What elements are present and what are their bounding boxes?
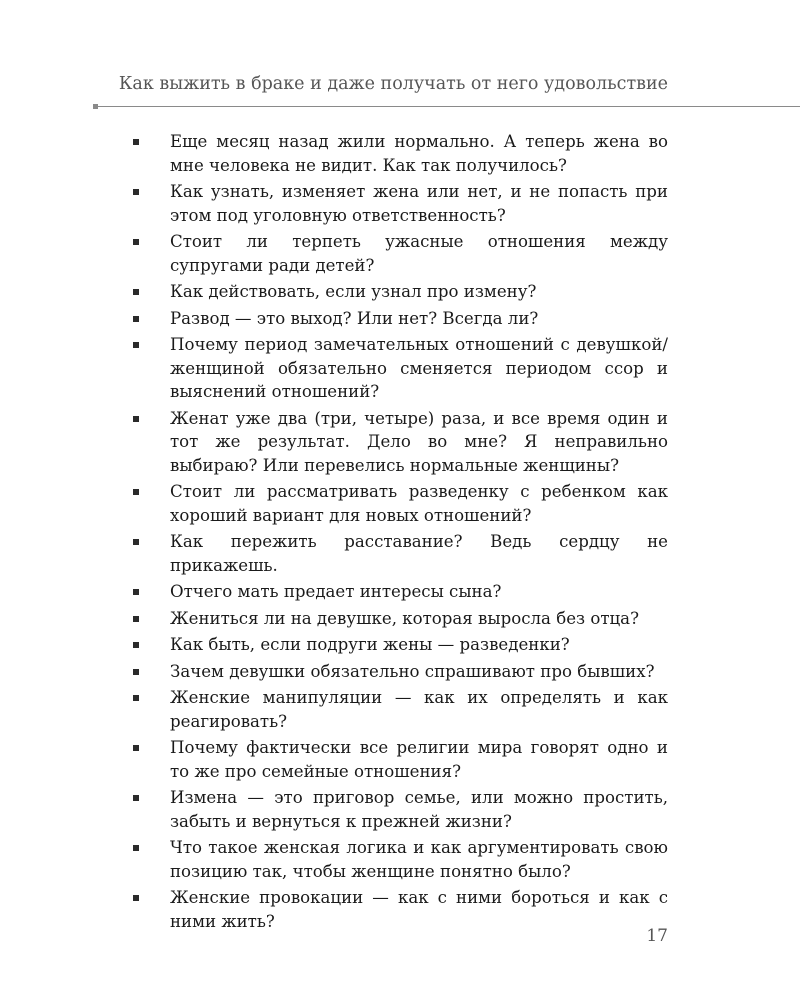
list-item bbox=[170, 836, 668, 883]
question-text: Жениться ли на девушке, которая выросла без отца? bbox=[170, 608, 639, 628]
question-text: Стоит ли рассматривать разведенку с ребенком как хороший вариант для новых отношений? bbox=[170, 482, 668, 525]
list-item bbox=[170, 633, 668, 657]
question-text: Женат уже два (три, четыре) раза, и все время один и тот же результат. Дело во мне? Я неправильно выбираю? Или перевелись нормальные женщины? bbox=[170, 408, 668, 475]
list-item bbox=[170, 280, 668, 304]
list-item bbox=[170, 607, 668, 631]
list-item bbox=[170, 736, 668, 783]
question-text: Развод — это выход? Или нет? Всегда ли? bbox=[170, 308, 539, 328]
bullet-square-icon bbox=[133, 316, 139, 322]
bullet-square-icon bbox=[133, 895, 139, 901]
list-item bbox=[170, 886, 668, 933]
bullet-square-icon bbox=[133, 289, 139, 295]
bullet-square-icon bbox=[133, 642, 139, 648]
question-text: Почему период замечательных отношений с девушкой/ женщиной обязательно сменяется периодом ссор и выяснений отношений? bbox=[170, 335, 668, 401]
question-text: Что такое женская логика и как аргументировать свою позицию так, чтобы женщине понятно было? bbox=[170, 838, 668, 881]
list-item bbox=[170, 580, 668, 604]
list-item bbox=[170, 333, 668, 404]
question-text: Стоит ли терпеть ужасные отношения между супругами ради детей? bbox=[170, 232, 668, 275]
list-item bbox=[170, 480, 668, 527]
question-text: Как действовать, если узнал про измену? bbox=[170, 282, 537, 301]
question-text: Отчего мать предает интересы сына? bbox=[170, 582, 502, 601]
list-item bbox=[170, 530, 668, 577]
bullet-square-icon bbox=[133, 669, 139, 675]
page-number: 17 bbox=[646, 926, 668, 946]
bullet-square-icon bbox=[133, 239, 139, 245]
question-text: Как узнать, изменяет жена или нет, и не попасть при этом под уголовную ответственность? bbox=[170, 182, 668, 225]
bullet-square-icon bbox=[133, 695, 139, 701]
list-item bbox=[170, 407, 668, 478]
running-header-title: Как выжить в браке и даже получать от него удовольствие bbox=[118, 74, 668, 94]
question-text: Как быть, если подруги жены — разведенки? bbox=[170, 635, 570, 654]
question-text: Женские провокации — как с ними бороться и как с ними жить? bbox=[170, 888, 668, 931]
question-text: Еще месяц назад жили нормально. А теперь жена во мне человека не видит. Как так получилось? bbox=[170, 132, 668, 175]
question-text: Зачем девушки обязательно спрашивают про бывших? bbox=[170, 661, 655, 681]
list-item bbox=[170, 686, 668, 733]
header-rule bbox=[95, 106, 800, 107]
list-item bbox=[170, 307, 668, 331]
bullet-square-icon bbox=[133, 189, 139, 195]
bullet-square-icon bbox=[133, 616, 139, 622]
question-text: Женские манипуляции — как их определять и как реагировать? bbox=[170, 688, 668, 731]
bullet-square-icon bbox=[133, 139, 139, 145]
bullet-square-icon bbox=[133, 589, 139, 595]
question-list bbox=[170, 130, 668, 936]
header-rule-mark bbox=[93, 104, 98, 109]
list-item bbox=[170, 230, 668, 277]
question-text: Измена — это приговор семье, или можно простить, забыть и вернуться к прежней жизни? bbox=[170, 788, 668, 831]
question-text: Почему фактически все религии мира говорят одно и то же про семейные отношения? bbox=[170, 738, 668, 781]
question-text: Как пережить расставание? Ведь сердцу не прикажешь. bbox=[170, 532, 668, 575]
bullet-square-icon bbox=[133, 795, 139, 801]
list-item bbox=[170, 660, 668, 684]
list-item bbox=[170, 130, 668, 177]
bullet-square-icon bbox=[133, 745, 139, 751]
list-item bbox=[170, 786, 668, 833]
bullet-square-icon bbox=[133, 342, 139, 348]
bullet-square-icon bbox=[133, 539, 139, 545]
bullet-square-icon bbox=[133, 416, 139, 422]
bullet-square-icon bbox=[133, 489, 139, 495]
list-item bbox=[170, 180, 668, 227]
bullet-square-icon bbox=[133, 845, 139, 851]
